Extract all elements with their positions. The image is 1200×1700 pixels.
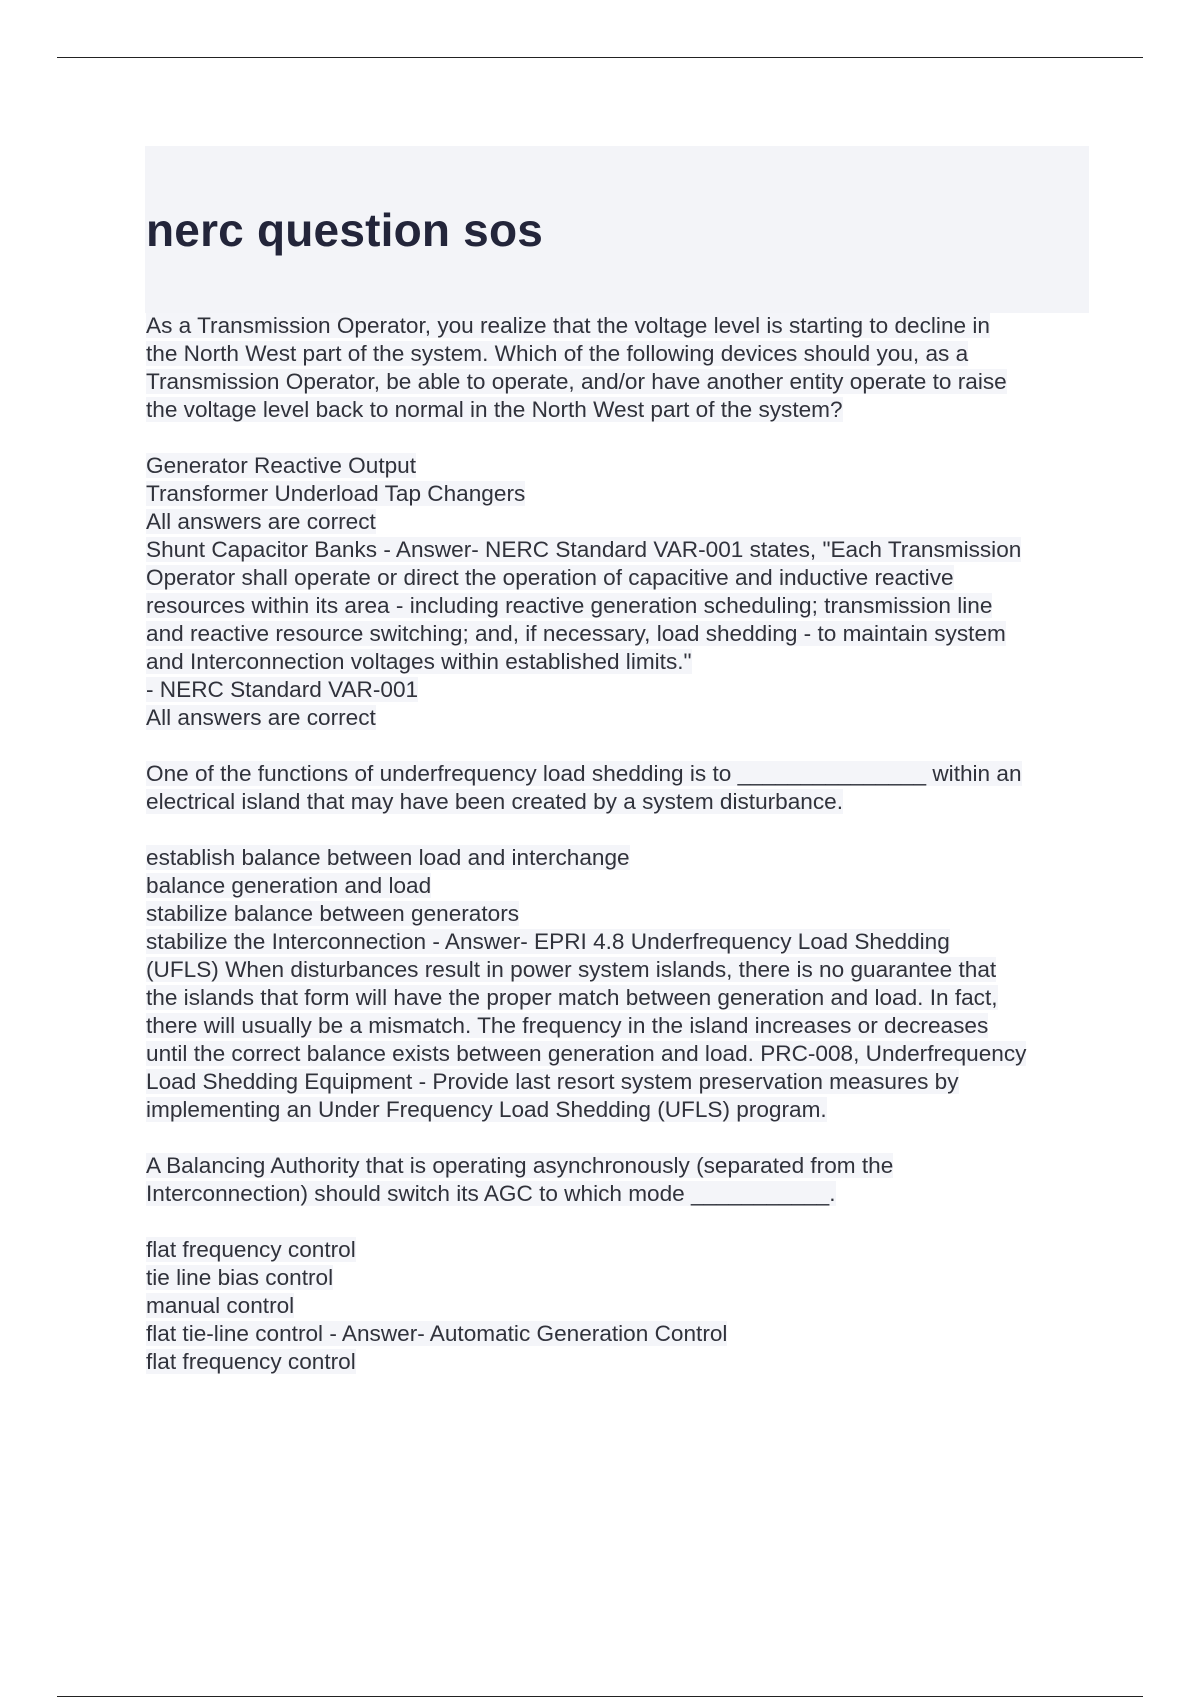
question-block [146,1152,1096,1376]
answer-line [146,1068,1096,1096]
answer-text: balance generation and load [146,873,432,898]
answer-line [146,1012,1096,1040]
answer-line [146,648,1096,676]
answer-text: Shunt Capacitor Banks - Answer- NERC Standard VAR-001 states, "Each Transmission [146,537,1022,562]
answer-line [146,1264,1096,1292]
spacer [146,424,1096,452]
answer-text: All answers are correct [146,705,376,730]
question-block [146,760,1096,1152]
answer-text: and reactive resource switching; and, if necessary, load shedding - to maintain system [146,621,1006,646]
question-block [146,312,1096,760]
answer-text: manual control [146,1293,295,1318]
answer-text: and Interconnection voltages within established limits." [146,649,692,674]
question-prompt-text: the North West part of the system. Which of the following devices should you, as a [146,341,969,366]
question-prompt-line [146,396,1096,424]
answer-line [146,1236,1096,1264]
question-prompt-text: One of the functions of underfrequency load shedding is to _______________ within an [146,761,1022,786]
answer-text: Transformer Underload Tap Changers [146,481,526,506]
answer-text: stabilize balance between generators [146,901,520,926]
question-prompt-text: Transmission Operator, be able to operate, and/or have another entity operate to raise [146,369,1007,394]
answer-text: there will usually be a mismatch. The frequency in the island increases or decreases [146,1013,989,1038]
answer-text: Load Shedding Equipment - Provide last resort system preservation measures by [146,1069,959,1094]
question-prompt-text: Interconnection) should switch its AGC to which mode ___________. [146,1181,836,1206]
question-prompt-line [146,1152,1096,1180]
answer-line [146,928,1096,956]
answer-text: (UFLS) When disturbances result in power system islands, there is no guarantee that [146,957,997,982]
question-prompt-text: electrical island that may have been created by a system disturbance. [146,789,844,814]
answer-line [146,1348,1096,1376]
answer-text: the islands that form will have the proper match between generation and load. In fact, [146,985,998,1010]
answer-text: flat frequency control [146,1237,356,1262]
answer-line [146,564,1096,592]
question-prompt-line [146,340,1096,368]
answer-line [146,984,1096,1012]
answer-text: establish balance between load and interchange [146,845,630,870]
question-prompt-line [146,1180,1096,1208]
answer-text: stabilize the Interconnection - Answer- EPRI 4.8 Underfrequency Load Shedding [146,929,950,954]
answer-line [146,620,1096,648]
answer-text: tie line bias control [146,1265,334,1290]
answer-text: implementing an Under Frequency Load Shedding (UFLS) program. [146,1097,827,1122]
bottom-divider [57,1696,1143,1697]
question-prompt-line [146,788,1096,816]
top-divider [57,57,1143,58]
answer-line [146,872,1096,900]
answer-line [146,1040,1096,1068]
spacer [146,1124,1096,1152]
question-prompt-line [146,312,1096,340]
question-prompt-text: As a Transmission Operator, you realize that the voltage level is starting to decline in [146,313,990,338]
answer-line [146,676,1096,704]
page-title: nerc question sos [146,204,544,256]
answer-line [146,1292,1096,1320]
answer-line [146,592,1096,620]
answer-text: Operator shall operate or direct the operation of capacitive and inductive reactive [146,565,954,590]
answer-line [146,480,1096,508]
answer-text: resources within its area - including reactive generation scheduling; transmission line [146,593,993,618]
answer-line [146,956,1096,984]
question-prompt-text: the voltage level back to normal in the North West part of the system? [146,397,843,422]
answer-text: Generator Reactive Output [146,453,417,478]
spacer [146,1208,1096,1236]
answer-line [146,508,1096,536]
answer-text: - NERC Standard VAR-001 [146,677,419,702]
document-body [146,312,1096,1376]
answer-line [146,1320,1096,1348]
question-prompt-text: A Balancing Authority that is operating asynchronously (separated from the [146,1153,894,1178]
question-prompt-line [146,760,1096,788]
answer-line [146,536,1096,564]
spacer [146,732,1096,760]
spacer [146,816,1096,844]
answer-text: flat frequency control [146,1349,356,1374]
answer-text: All answers are correct [146,509,376,534]
answer-line [146,1096,1096,1124]
answer-text: flat tie-line control - Answer- Automatic Generation Control [146,1321,728,1346]
answer-line [146,844,1096,872]
answer-text: until the correct balance exists between generation and load. PRC-008, Underfrequency [146,1041,1027,1066]
answer-line [146,452,1096,480]
question-prompt-line [146,368,1096,396]
answer-line [146,900,1096,928]
answer-line [146,704,1096,732]
